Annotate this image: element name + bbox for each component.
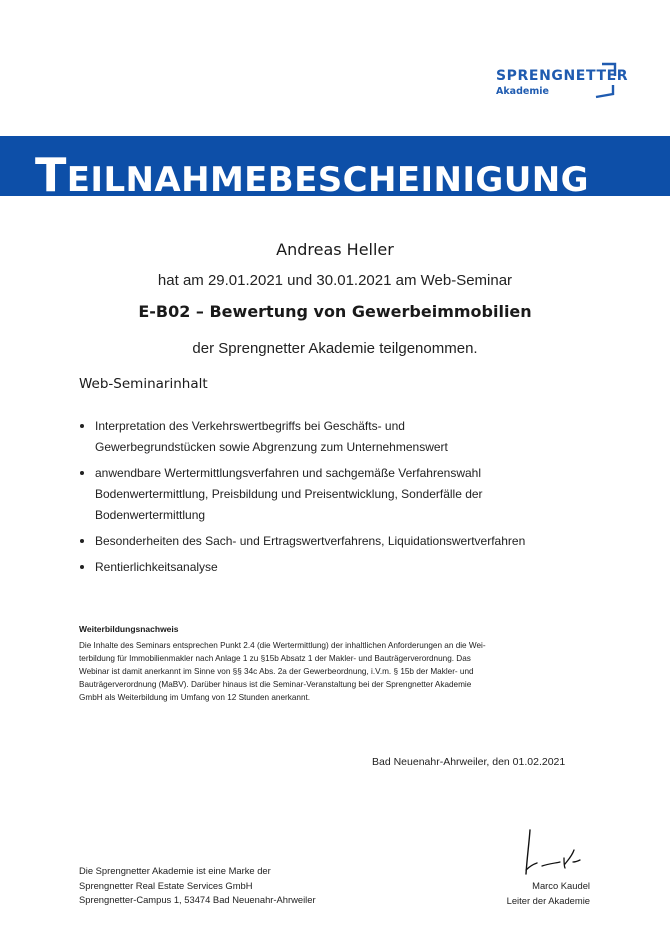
list-item (79, 463, 619, 526)
bullet-icon (80, 424, 84, 428)
footer-line: Sprengnetter-Campus 1, 53474 Bad Neuenahr-Ahrweiler (79, 894, 316, 905)
participation-statement: der Sprengnetter Akademie teilgenommen. (192, 340, 478, 357)
footer-signer (507, 879, 590, 908)
list-item (79, 416, 619, 458)
footer-line: Sprengnetter Real Estate Services GmbH (79, 879, 253, 891)
course-title: E-B02 – Bewertung von Gewerbeimmobilien (138, 302, 532, 321)
title-first-letter: T (35, 148, 67, 196)
weiterbildung-line: terbildung für Immobilienmakler nach Anlage 1 zu §15b Absatz 1 der Makler- und Bauträgerverordnung. Das (79, 654, 471, 663)
weiterbildung-line: Webinar ist damit anerkannt im Sinne von §§ 34c Abs. 2a der Gewerbeordnung, i.V.m. § 15b der Makler- und (79, 667, 474, 676)
list-item-line: Interpretation des Verkehrswertbegriffs bei Geschäfts- und (95, 419, 405, 433)
list-item (79, 557, 619, 578)
logo-sub: Akademie (496, 86, 549, 97)
weiterbildung-line: Bauträgerverordnung (MaBV). Darüber hinaus ist die Seminar-Veranstaltung bei der Sprengnetter Akademie (79, 680, 472, 689)
list-item-line: Bodenwertermittlung (95, 508, 206, 522)
weiterbildung-line: Die Inhalte des Seminars entsprechen Punkt 2.4 (die Wertermittlung) der inhaltlichen Anforderungen an die Wei- (79, 641, 486, 650)
title-banner (0, 136, 670, 196)
footer-company-info (79, 864, 316, 908)
weiterbildung-text (79, 639, 599, 704)
list-item-line: anwendbare Wertermittlungsverfahren und sachgemäße Verfahrenswahl (95, 466, 481, 480)
content-section-title: Web-Seminarinhalt (79, 376, 208, 392)
signer-title: Leiter der Akademie (506, 894, 590, 906)
participant-name: Andreas Heller (276, 240, 394, 259)
title-rest: EILNAHMEBESCHEINIGUNG (66, 160, 589, 196)
list-item-line: Gewerbegrundstücken sowie Abgrenzung zum Unternehmenswert (95, 440, 448, 454)
handwritten-signature (520, 826, 590, 878)
list-item-line: Rentierlichkeitsanalyse (95, 560, 218, 574)
place-and-date: Bad Neuenahr-Ahrweiler, den 01.02.2021 (372, 756, 566, 768)
footer-line: Die Sprengnetter Akademie ist eine Marke der (79, 865, 271, 876)
list-item-line: Bodenwertermittlung, Preisbildung und Preisentwicklung, Sonderfälle der (95, 487, 483, 501)
list-item (79, 531, 619, 552)
bullet-icon (80, 471, 84, 475)
bullet-icon (80, 539, 84, 543)
list-item-line: Besonderheiten des Sach- und Ertragswertverfahrens, Liquidationswertverfahren (95, 534, 526, 548)
logo-bracket-icon (582, 61, 622, 101)
logo-name: SPRENGNETTER (496, 68, 629, 84)
weiterbildung-line: GmbH als Weiterbildung im Umfang von 12 Stunden anerkannt. (79, 693, 311, 702)
content-list (79, 416, 619, 583)
weiterbildung-title: Weiterbildungsnachweis (79, 624, 179, 634)
sprengnetter-logo (496, 66, 628, 100)
signer-name: Marco Kaudel (532, 880, 590, 891)
certificate-title (35, 148, 589, 196)
bullet-icon (80, 565, 84, 569)
seminar-dates: hat am 29.01.2021 und 30.01.2021 am Web-Seminar (157, 272, 513, 289)
